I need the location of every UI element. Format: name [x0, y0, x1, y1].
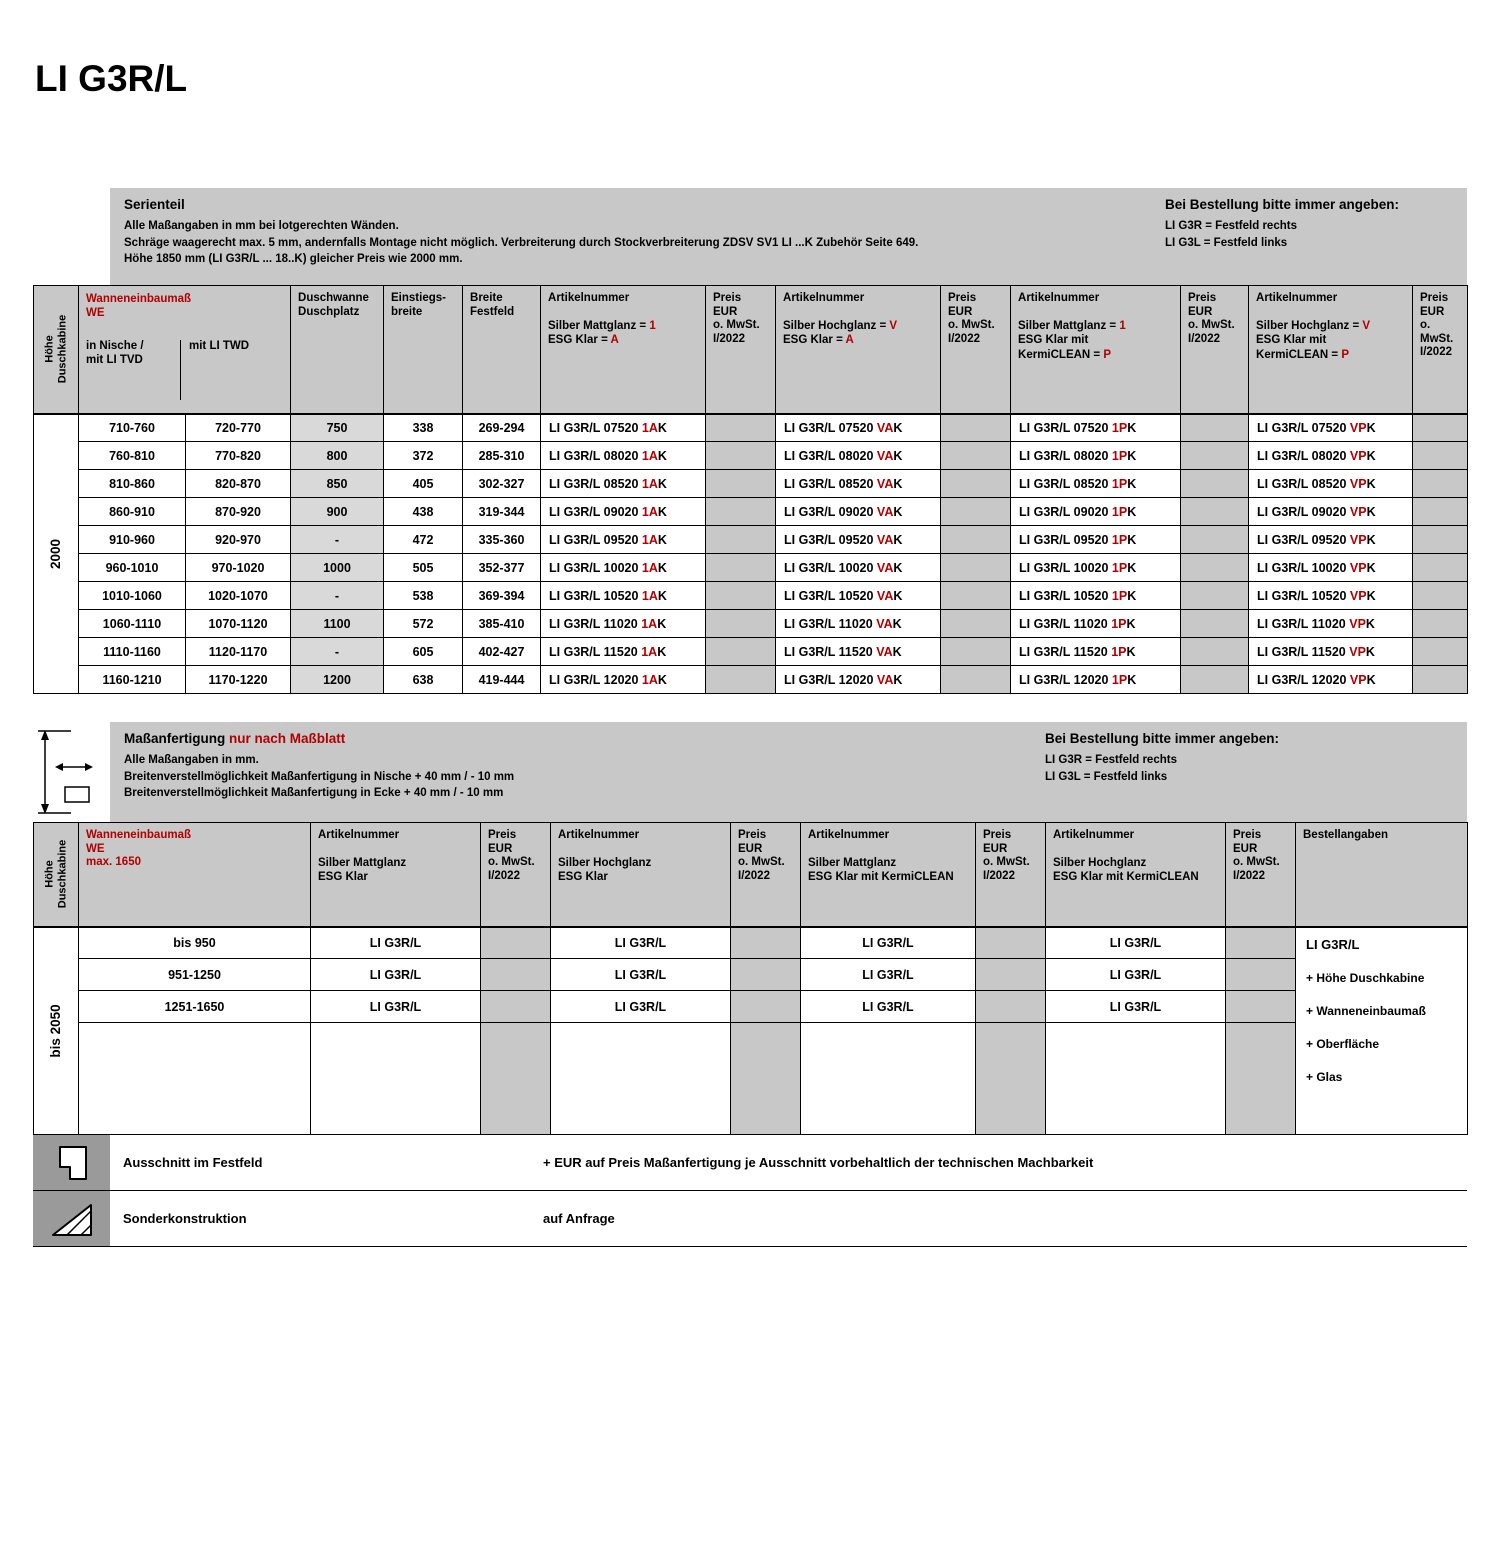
article-number-cell: LI G3R/L 09020 VAK: [776, 498, 941, 526]
col-header-artikelnummer-hochglanz-kermiclean: Artikelnummer Silber Hochglanz = V ESG Klar mit KermiCLEAN = P: [1249, 286, 1413, 414]
special-construction-icon: [33, 1191, 110, 1246]
cell-duschwanne-duschplatz: 1100: [291, 610, 384, 638]
price-cell: [1181, 666, 1249, 694]
article-number-cell: LI G3R/L 08520 VPK: [1249, 470, 1413, 498]
cell-we-mit-li-twd: 1120-1170: [186, 638, 291, 666]
cell-einstiegsbreite: 572: [384, 610, 463, 638]
col-header-bestellangaben: Bestellangaben: [1296, 823, 1468, 927]
cell-breite-festfeld: 419-444: [463, 666, 541, 694]
article-cell: LI G3R/L: [1046, 927, 1226, 959]
cell-duschwanne-duschplatz: 900: [291, 498, 384, 526]
cell-breite-festfeld: 352-377: [463, 554, 541, 582]
cell-duschwanne-duschplatz: 750: [291, 414, 384, 442]
bestellangaben-cell: LI G3R/L + Höhe Duschkabine + Wanneneinbaumaß + Oberfläche + Glas: [1296, 927, 1468, 1135]
article-cell: LI G3R/L: [801, 991, 976, 1023]
cell-duschwanne-duschplatz: -: [291, 582, 384, 610]
massanfertigung-row: [34, 959, 1468, 991]
serienteil-row: [34, 582, 1468, 610]
article-number-cell: LI G3R/L 09520 VPK: [1249, 526, 1413, 554]
article-number-cell: LI G3R/L 10520 1AK: [541, 582, 706, 610]
article-number-cell: LI G3R/L 11020 1PK: [1011, 610, 1181, 638]
article-number-cell: LI G3R/L 12020 1AK: [541, 666, 706, 694]
info-line: Schräge waagerecht max. 5 mm, andernfalls Montage nicht möglich. Verbreiterung durch Stockverbreiterung ZDSV SV1 LI ...K Zubehör Seite 649.: [124, 236, 919, 249]
col-header-artikelnummer-mattglanz-kermiclean: Artikelnummer Silber Mattglanz = 1 ESG Klar mit KermiCLEAN = P: [1011, 286, 1181, 414]
price-cell: [731, 1023, 801, 1135]
cell-einstiegsbreite: 538: [384, 582, 463, 610]
price-cell: [731, 959, 801, 991]
footer-row-ausschnitt: [33, 1135, 1467, 1191]
price-cell: [941, 554, 1011, 582]
article-number-cell: LI G3R/L 07520 VPK: [1249, 414, 1413, 442]
cell-we-mit-li-twd: 970-1020: [186, 554, 291, 582]
cell-duschwanne-duschplatz: -: [291, 526, 384, 554]
price-cell: [1413, 526, 1468, 554]
article-cell: LI G3R/L: [551, 991, 731, 1023]
footer-label: Ausschnitt im Festfeld: [123, 1155, 263, 1170]
col-header-hoehe-duschkabine: [34, 286, 79, 414]
article-number-cell: LI G3R/L 08020 1PK: [1011, 442, 1181, 470]
price-cell: [1181, 470, 1249, 498]
price-cell: [1413, 554, 1468, 582]
col-header-einstiegsbreite: Einstiegs- breite: [384, 286, 463, 414]
serienteil-row: [34, 526, 1468, 554]
article-number-cell: LI G3R/L 07520 1PK: [1011, 414, 1181, 442]
price-cell: [706, 442, 776, 470]
cell-we-mit-li-twd: 770-820: [186, 442, 291, 470]
footer-notes: [33, 1135, 1467, 1247]
price-cell: [1413, 638, 1468, 666]
price-cell: [706, 414, 776, 442]
cell-we-mit-li-twd: 720-770: [186, 414, 291, 442]
price-cell: [941, 442, 1011, 470]
massanfertigung-header-row: [34, 823, 1468, 927]
empty-cell: [551, 1023, 731, 1135]
cell-we-in-nische: 810-860: [79, 470, 186, 498]
serienteil-row: [34, 666, 1468, 694]
price-cell: [731, 991, 801, 1023]
price-cell: [1413, 442, 1468, 470]
footer-label: Sonderkonstruktion: [123, 1211, 247, 1226]
col-header-artikelnummer-hochglanz-kermiclean: Artikelnummer Silber Hochglanz ESG Klar mit KermiCLEAN: [1046, 823, 1226, 927]
cell-we-in-nische: 1110-1160: [79, 638, 186, 666]
price-cell: [1413, 582, 1468, 610]
price-cell: [1181, 554, 1249, 582]
price-cell: [976, 1023, 1046, 1135]
col-header-artikelnummer-mattglanz-kermiclean: Artikelnummer Silber Mattglanz ESG Klar mit KermiCLEAN: [801, 823, 976, 927]
article-number-cell: LI G3R/L 12020 VAK: [776, 666, 941, 694]
massanfertigung-info: [124, 731, 1045, 814]
we-title: Wanneneinbaumaß: [86, 293, 191, 305]
price-cell: [976, 959, 1046, 991]
cell-breite-festfeld: 369-394: [463, 582, 541, 610]
col-header-breite-festfeld: Breite Festfeld: [463, 286, 541, 414]
col-header-preis: Preis EUR o. MwSt. I/2022: [941, 286, 1011, 414]
catalog-page: [33, 58, 1467, 1247]
serienteil-header-row: [34, 286, 1468, 414]
article-number-cell: LI G3R/L 12020 VPK: [1249, 666, 1413, 694]
cell-we-mit-li-twd: 1070-1120: [186, 610, 291, 638]
serienteil-row: [34, 554, 1468, 582]
price-cell: [941, 414, 1011, 442]
cell-we-in-nische: 960-1010: [79, 554, 186, 582]
cell-we-range: 1251-1650: [79, 991, 311, 1023]
article-number-cell: LI G3R/L 07520 1AK: [541, 414, 706, 442]
price-cell: [1226, 959, 1296, 991]
cell-breite-festfeld: 385-410: [463, 610, 541, 638]
article-cell: LI G3R/L: [311, 927, 481, 959]
article-cell: LI G3R/L: [801, 959, 976, 991]
order-note-line: LI G3L = Festfeld links: [1045, 770, 1168, 783]
article-number-cell: LI G3R/L 08520 1PK: [1011, 470, 1181, 498]
price-cell: [481, 927, 551, 959]
order-note: [1165, 197, 1453, 277]
cell-we-in-nische: 760-810: [79, 442, 186, 470]
cell-we-range: bis 950: [79, 927, 311, 959]
price-cell: [976, 927, 1046, 959]
cell-duschwanne-duschplatz: 1000: [291, 554, 384, 582]
row-group-hoehe-bis-2050: bis 2050: [34, 927, 79, 1135]
article-number-cell: LI G3R/L 09020 VPK: [1249, 498, 1413, 526]
price-cell: [706, 666, 776, 694]
price-cell: [706, 526, 776, 554]
article-number-cell: LI G3R/L 10020 VPK: [1249, 554, 1413, 582]
article-number-cell: LI G3R/L 11020 VAK: [776, 610, 941, 638]
col-header-preis: Preis EUR o. MwSt. I/2022: [706, 286, 776, 414]
cell-we-in-nische: 910-960: [79, 526, 186, 554]
price-cell: [706, 498, 776, 526]
col-header-preis: Preis EUR o. MwSt. I/2022: [1181, 286, 1249, 414]
col-header-hoehe-duschkabine: Höhe Duschkabine: [34, 823, 79, 927]
col-header-preis: Preis EUR o. MwSt. I/2022: [1413, 286, 1468, 414]
price-cell: [1181, 526, 1249, 554]
price-cell: [941, 610, 1011, 638]
col-header-wanneneinbaumass-max: Wanneneinbaumaß WE max. 1650: [79, 823, 311, 927]
article-number-cell: LI G3R/L 11520 1AK: [541, 638, 706, 666]
cell-breite-festfeld: 319-344: [463, 498, 541, 526]
article-number-cell: LI G3R/L 11520 VAK: [776, 638, 941, 666]
article-number-cell: LI G3R/L 08020 VAK: [776, 442, 941, 470]
cell-we-in-nische: 860-910: [79, 498, 186, 526]
massanfertigung-band-row: [33, 722, 1467, 822]
price-cell: [481, 991, 551, 1023]
article-number-cell: LI G3R/L 11020 VPK: [1249, 610, 1413, 638]
article-number-cell: LI G3R/L 09520 1AK: [541, 526, 706, 554]
cell-duschwanne-duschplatz: 1200: [291, 666, 384, 694]
massanfertigung-table: [33, 822, 1468, 1135]
serienteil-row: [34, 638, 1468, 666]
price-cell: [941, 638, 1011, 666]
col-header-artikelnummer-mattglanz-klar: Artikelnummer Silber Mattglanz ESG Klar: [311, 823, 481, 927]
order-note-line: LI G3L = Festfeld links: [1165, 236, 1288, 249]
order-note-line: LI G3R = Festfeld rechts: [1045, 754, 1177, 766]
serienteil-row: [34, 442, 1468, 470]
cell-breite-festfeld: 335-360: [463, 526, 541, 554]
cell-we-mit-li-twd: 1170-1220: [186, 666, 291, 694]
empty-cell: [79, 1023, 311, 1135]
serienteil-info: [124, 197, 1165, 277]
price-cell: [1413, 666, 1468, 694]
cell-einstiegsbreite: 638: [384, 666, 463, 694]
article-cell: LI G3R/L: [801, 927, 976, 959]
cell-we-mit-li-twd: 820-870: [186, 470, 291, 498]
article-cell: LI G3R/L: [311, 959, 481, 991]
serienteil-info-band: [110, 188, 1467, 285]
order-note-title: Bei Bestellung bitte immer angeben:: [1165, 197, 1400, 212]
serienteil-row: [34, 498, 1468, 526]
cell-duschwanne-duschplatz: 800: [291, 442, 384, 470]
price-cell: [1181, 498, 1249, 526]
price-cell: [1181, 582, 1249, 610]
article-number-cell: LI G3R/L 11520 1PK: [1011, 638, 1181, 666]
article-number-cell: LI G3R/L 09520 VAK: [776, 526, 941, 554]
article-number-cell: LI G3R/L 10020 VAK: [776, 554, 941, 582]
cell-we-in-nische: 1160-1210: [79, 666, 186, 694]
massanfertigung-filler-row: [34, 1023, 1468, 1135]
article-number-cell: LI G3R/L 10520 VPK: [1249, 582, 1413, 610]
cell-we-range: 951-1250: [79, 959, 311, 991]
price-cell: [1181, 610, 1249, 638]
article-number-cell: LI G3R/L 11520 VPK: [1249, 638, 1413, 666]
info-line: Alle Maßangaben in mm.: [124, 754, 259, 766]
cell-duschwanne-duschplatz: 850: [291, 470, 384, 498]
serienteil-title: Serienteil: [124, 197, 185, 212]
empty-cell: [1046, 1023, 1226, 1135]
info-line: Breitenverstellmöglichkeit Maßanfertigung in Nische + 40 mm / - 10 mm: [124, 770, 515, 783]
col-header-preis: Preis EUR o. MwSt. I/2022: [976, 823, 1046, 927]
price-cell: [1226, 1023, 1296, 1135]
cell-einstiegsbreite: 472: [384, 526, 463, 554]
article-number-cell: LI G3R/L 10520 VAK: [776, 582, 941, 610]
cell-we-mit-li-twd: 920-970: [186, 526, 291, 554]
price-cell: [941, 582, 1011, 610]
article-number-cell: LI G3R/L 09020 1PK: [1011, 498, 1181, 526]
cell-we-in-nische: 1060-1110: [79, 610, 186, 638]
price-cell: [481, 1023, 551, 1135]
empty-cell: [311, 1023, 481, 1135]
col-header-artikelnummer-mattglanz-klar: Artikelnummer Silber Mattglanz = 1 ESG Klar = A: [541, 286, 706, 414]
page-title: LI G3R/L: [35, 58, 188, 99]
article-number-cell: LI G3R/L 09020 1AK: [541, 498, 706, 526]
cell-einstiegsbreite: 405: [384, 470, 463, 498]
price-cell: [1226, 991, 1296, 1023]
order-note-title: Bei Bestellung bitte immer angeben:: [1045, 731, 1280, 746]
price-cell: [481, 959, 551, 991]
cell-breite-festfeld: 402-427: [463, 638, 541, 666]
price-cell: [1413, 470, 1468, 498]
serienteil-row: [34, 414, 1468, 442]
duschkabine-label: Duschkabine: [56, 315, 68, 384]
cell-einstiegsbreite: 338: [384, 414, 463, 442]
info-line: Höhe 1850 mm (LI G3R/L ... 18..K) gleicher Preis wie 2000 mm.: [124, 253, 463, 265]
info-line: Alle Maßangaben in mm bei lotgerechten Wänden.: [124, 220, 399, 232]
price-cell: [1181, 638, 1249, 666]
article-number-cell: LI G3R/L 08520 1AK: [541, 470, 706, 498]
cell-einstiegsbreite: 505: [384, 554, 463, 582]
price-cell: [706, 554, 776, 582]
price-cell: [941, 470, 1011, 498]
cell-we-mit-li-twd: 1020-1070: [186, 582, 291, 610]
price-cell: [1413, 414, 1468, 442]
massanfertigung-row: [34, 927, 1468, 959]
col-header-artikelnummer-hochglanz-klar: Artikelnummer Silber Hochglanz ESG Klar: [551, 823, 731, 927]
price-cell: [941, 498, 1011, 526]
price-cell: [706, 610, 776, 638]
price-cell: [706, 582, 776, 610]
order-note-line: LI G3R = Festfeld rechts: [1165, 220, 1297, 232]
cell-breite-festfeld: 269-294: [463, 414, 541, 442]
col-header-in-nische: in Nische / mit LI TVD: [86, 340, 144, 366]
article-number-cell: LI G3R/L 09520 1PK: [1011, 526, 1181, 554]
cell-we-mit-li-twd: 870-920: [186, 498, 291, 526]
cell-einstiegsbreite: 438: [384, 498, 463, 526]
article-number-cell: LI G3R/L 10520 1PK: [1011, 582, 1181, 610]
col-header-preis: Preis EUR o. MwSt. I/2022: [731, 823, 801, 927]
serienteil-row: [34, 610, 1468, 638]
article-number-cell: LI G3R/L 08020 1AK: [541, 442, 706, 470]
article-number-cell: LI G3R/L 12020 1PK: [1011, 666, 1181, 694]
footer-row-sonderkonstruktion: [33, 1191, 1467, 1247]
col-header-preis: Preis EUR o. MwSt. I/2022: [1226, 823, 1296, 927]
col-header-mit-li-twd: mit LI TWD: [180, 340, 283, 400]
price-cell: [941, 666, 1011, 694]
price-cell: [706, 470, 776, 498]
price-cell: [1181, 442, 1249, 470]
cell-duschwanne-duschplatz: -: [291, 638, 384, 666]
cutout-icon: [33, 1135, 110, 1190]
hoehe-label: Höhe: [43, 335, 56, 363]
price-cell: [1181, 414, 1249, 442]
article-number-cell: LI G3R/L 08520 VAK: [776, 470, 941, 498]
cell-we-in-nische: 1010-1060: [79, 582, 186, 610]
cell-einstiegsbreite: 372: [384, 442, 463, 470]
article-number-cell: LI G3R/L 08020 VPK: [1249, 442, 1413, 470]
cell-breite-festfeld: 285-310: [463, 442, 541, 470]
article-number-cell: LI G3R/L 07520 VAK: [776, 414, 941, 442]
price-cell: [706, 638, 776, 666]
col-header-duschwanne: Duschwanne Duschplatz: [291, 286, 384, 414]
serienteil-row: [34, 470, 1468, 498]
massanfertigung-title: Maßanfertigung nur nach Maßblatt: [124, 731, 346, 746]
col-header-preis: Preis EUR o. MwSt. I/2022: [481, 823, 551, 927]
footer-desc: + EUR auf Preis Maßanfertigung je Ausschnitt vorbehaltlich der technischen Machbarkeit: [543, 1155, 1094, 1170]
serienteil-table: [33, 285, 1468, 694]
article-number-cell: LI G3R/L 11020 1AK: [541, 610, 706, 638]
we-code: WE: [86, 307, 105, 319]
price-cell: [1413, 498, 1468, 526]
article-cell: LI G3R/L: [311, 991, 481, 1023]
article-cell: LI G3R/L: [551, 959, 731, 991]
massanfertigung-row: [34, 991, 1468, 1023]
price-cell: [941, 526, 1011, 554]
price-cell: [1226, 927, 1296, 959]
article-cell: LI G3R/L: [1046, 991, 1226, 1023]
info-line: Breitenverstellmöglichkeit Maßanfertigung in Ecke + 40 mm / - 10 mm: [124, 787, 504, 799]
col-header-wanneneinbaumass: [79, 286, 291, 414]
order-note: [1045, 731, 1453, 814]
cell-we-in-nische: 710-760: [79, 414, 186, 442]
dimension-sketch-icon: [33, 722, 110, 822]
col-header-artikelnummer-hochglanz-klar: Artikelnummer Silber Hochglanz = V ESG Klar = A: [776, 286, 941, 414]
massanfertigung-info-band: [110, 722, 1467, 822]
row-group-hoehe-2000: 2000: [34, 414, 79, 694]
article-number-cell: LI G3R/L 10020 1AK: [541, 554, 706, 582]
empty-cell: [801, 1023, 976, 1135]
article-cell: LI G3R/L: [1046, 959, 1226, 991]
price-cell: [1413, 610, 1468, 638]
article-cell: LI G3R/L: [551, 927, 731, 959]
price-cell: [976, 991, 1046, 1023]
cell-breite-festfeld: 302-327: [463, 470, 541, 498]
footer-desc: auf Anfrage: [543, 1211, 615, 1226]
price-cell: [731, 927, 801, 959]
cell-einstiegsbreite: 605: [384, 638, 463, 666]
article-number-cell: LI G3R/L 10020 1PK: [1011, 554, 1181, 582]
